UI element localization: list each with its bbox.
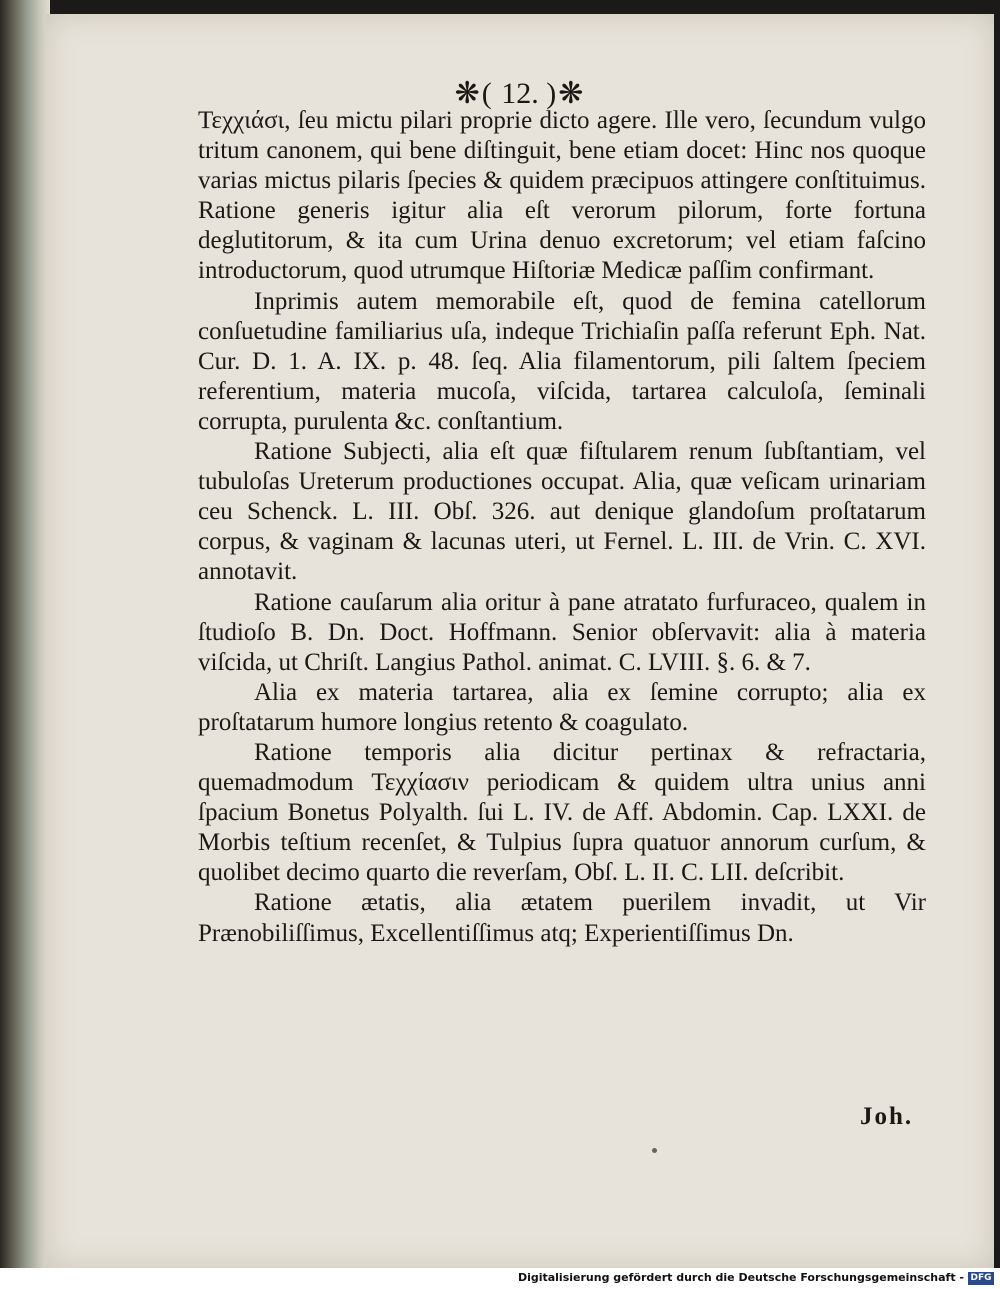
page-number: 12.: [501, 77, 539, 110]
paragraph-1: Τεχχιάσι, ſeu mictu pilari proprie dicto agere. Ille vero, ſecundum vulgo tritum canonem, qui bene diſtinguit, bene etiam docet: Hinc nos quoque varias mictus pilaris ſpecies & quidem præcipuos attingere conſtituimus. Ratione generis igitur alia eſt verorum pilorum, forte fortuna deglutitorum, & ita cum Urina denuo excretorum; vel etiam faſcino introductorum, quod utrumque Hiſtoriæ Medicæ paſſim confirmant.: [198, 107, 926, 285]
paragraph-2: Inprimis autem memorabile eſt, quod de femina catellorum conſuetudine familiarius uſa, indeque Trichiaſin paſſa referunt Eph. Nat. Cur. D. 1. A. IX. p. 48. ſeq. Alia filamentorum, pili ſaltem ſpeciem referentium, materia mucoſa, viſcida, tartarea calculoſa, ſeminali corrupta, purulenta &c. conſtantium.: [198, 287, 926, 435]
paragraph-4: Ratione cauſarum alia oritur à pane atratato furfuraceo, qualem in ſtudioſo B. Dn. Doct. Hoffmann. Senior obſervavit: alia à materia viſcida, ut Chriſt. Langius Pathol. animat. C. LVIII. §. 6. & 7.: [198, 588, 926, 676]
catchword: Joh.: [860, 1103, 914, 1130]
paragraph-7: Ratione ætatis, alia ætatem puerilem invadit, ut Vir Prænobiliſſimus, Excellentiſſimus atq; Experientiſſimus Dn.: [198, 889, 926, 947]
paragraph-6: Ratione temporis alia dicitur pertinax & refractaria, quemadmodum Τεχχίασιν periodicam & quidem ultra unius anni ſpacium Bonetus Polyalth. ſui L. IV. de Aff. Abdomin. Cap. LXXI. de Morbis teſtium recenſet, & Tulpius ſupra quatuor annorum curſum, & quolibet decimo quarto die reverſam, Obſ. L. II. C. LII. deſcribit.: [198, 738, 926, 887]
page-speck: [652, 1148, 657, 1153]
ornament-right-icon: )❋: [546, 77, 586, 110]
paragraph-3: Ratione Subjecti, alia eſt quæ fiſtularem renum ſubſtantiam, vel tubuloſas Ureterum productiones occupat. Alia, quæ veſicam urinariam ceu Schenck. L. III. Obſ. 326. aut denique glandoſum proſtatarum corpus, & vaginam & lacunas uteri, ut Fernel. L. III. de Vrin. C. XVI. annotavit.: [198, 438, 926, 586]
body-text: [198, 106, 926, 949]
ornament-left-icon: ❋(: [454, 77, 494, 110]
paragraph-5: Alia ex materia tartarea, alia ex ſemine corrupto; alia ex proſtatarum humore longius retento & coagulato.: [198, 678, 926, 736]
dfg-logo-icon: DFG: [968, 1272, 994, 1285]
book-spine-edge: [0, 0, 50, 1268]
footer-credit: Digitalisierung gefördert durch die Deutsche Forschungsgemeinschaft -: [517, 1271, 964, 1284]
